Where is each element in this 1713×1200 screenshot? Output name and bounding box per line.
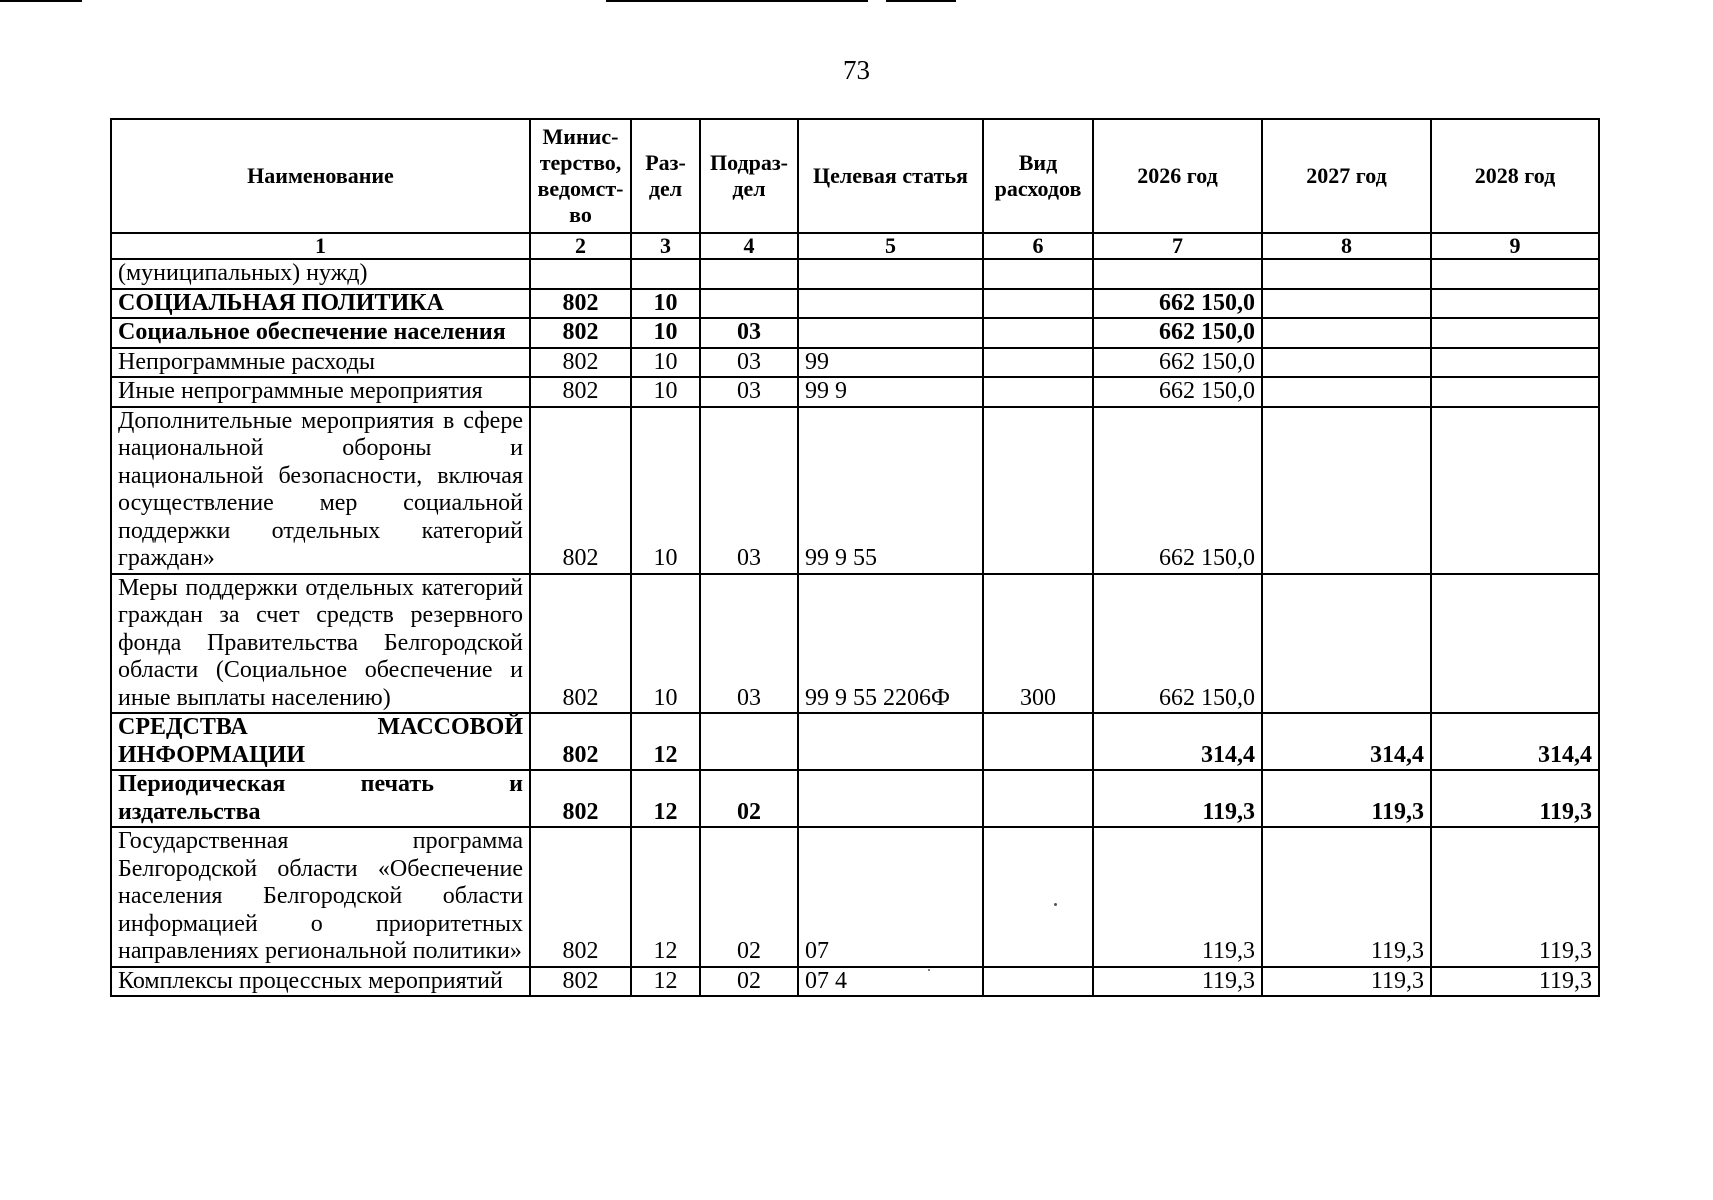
row-expense-type [983, 407, 1093, 574]
row-subsection: 02 [700, 967, 798, 997]
header-ministry: Минис-терство, ведомст-во [530, 119, 631, 233]
row-subsection: 03 [700, 318, 798, 348]
row-name: СРЕДСТВА МАССОВОЙ ИНФОРМАЦИИ [111, 713, 530, 770]
header-2027: 2027 год [1262, 119, 1431, 233]
scan-speck [1054, 903, 1057, 906]
row-ministry: 802 [530, 827, 631, 967]
row-expense-type [983, 377, 1093, 407]
row-subsection [700, 713, 798, 770]
row-target [798, 318, 983, 348]
row-target: 99 [798, 348, 983, 378]
row-2028 [1431, 377, 1599, 407]
row-2027 [1262, 348, 1431, 378]
header-subsection: Подраз-дел [700, 119, 798, 233]
header-row [111, 119, 1599, 233]
row-target [798, 713, 983, 770]
row-2027 [1262, 407, 1431, 574]
row-2028: 119,3 [1431, 770, 1599, 827]
column-number: 6 [983, 233, 1093, 259]
row-section: 12 [631, 967, 700, 997]
row-name: (муниципальных) нужд) [111, 259, 530, 289]
row-2028 [1431, 574, 1599, 714]
row-2026: 314,4 [1093, 713, 1262, 770]
table-row [111, 259, 1599, 289]
row-2026: 119,3 [1093, 827, 1262, 967]
row-2026: 662 150,0 [1093, 318, 1262, 348]
row-name: Комплексы процессных мероприятий [111, 967, 530, 997]
column-number: 7 [1093, 233, 1262, 259]
top-rule-left [0, 0, 82, 2]
table-row [111, 713, 1599, 770]
header-name: Наименование [111, 119, 530, 233]
row-section [631, 259, 700, 289]
row-2027 [1262, 318, 1431, 348]
column-number: 3 [631, 233, 700, 259]
row-target [798, 259, 983, 289]
row-2027: 119,3 [1262, 827, 1431, 967]
row-2027: 314,4 [1262, 713, 1431, 770]
table-row [111, 574, 1599, 714]
row-target [798, 770, 983, 827]
row-2026: 662 150,0 [1093, 407, 1262, 574]
row-name: СОЦИАЛЬНАЯ ПОЛИТИКА [111, 289, 530, 319]
row-2028 [1431, 318, 1599, 348]
row-expense-type [983, 770, 1093, 827]
row-2027 [1262, 289, 1431, 319]
row-section: 10 [631, 348, 700, 378]
row-ministry: 802 [530, 713, 631, 770]
row-2028 [1431, 289, 1599, 319]
row-section: 10 [631, 289, 700, 319]
top-rule-right [886, 0, 956, 2]
table-row [111, 770, 1599, 827]
row-name: Меры поддержки отдельных категорий граждан за счет средств резервного фонда Правительства Белгородской области (Социальное обеспечение и иные выплаты населению) [111, 574, 530, 714]
table-row [111, 289, 1599, 319]
column-number: 9 [1431, 233, 1599, 259]
row-target: 07 [798, 827, 983, 967]
row-section: 12 [631, 713, 700, 770]
row-section: 12 [631, 770, 700, 827]
row-2028: 314,4 [1431, 713, 1599, 770]
row-subsection: 02 [700, 770, 798, 827]
row-name: Непрограммные расходы [111, 348, 530, 378]
row-target: 07 4 [798, 967, 983, 997]
row-target [798, 289, 983, 319]
row-2027 [1262, 574, 1431, 714]
row-2026: 119,3 [1093, 967, 1262, 997]
row-2028: 119,3 [1431, 967, 1599, 997]
row-subsection: 03 [700, 407, 798, 574]
row-2028 [1431, 348, 1599, 378]
row-2028 [1431, 259, 1599, 289]
table-row [111, 348, 1599, 378]
column-number: 1 [111, 233, 530, 259]
row-ministry: 802 [530, 770, 631, 827]
header-section: Раз-дел [631, 119, 700, 233]
row-name: Дополнительные мероприятия в сфере национальной обороны и национальной безопасности, включая осуществление мер социальной поддержки отдельных категорий граждан» [111, 407, 530, 574]
row-expense-type [983, 348, 1093, 378]
row-ministry: 802 [530, 967, 631, 997]
row-expense-type [983, 967, 1093, 997]
row-2027 [1262, 259, 1431, 289]
row-ministry: 802 [530, 407, 631, 574]
table-row [111, 377, 1599, 407]
column-number: 8 [1262, 233, 1431, 259]
column-number: 2 [530, 233, 631, 259]
row-expense-type [983, 827, 1093, 967]
row-expense-type [983, 289, 1093, 319]
row-name: Социальное обеспечение населения [111, 318, 530, 348]
budget-table [110, 118, 1600, 997]
row-ministry: 802 [530, 348, 631, 378]
row-subsection: 03 [700, 377, 798, 407]
row-2027: 119,3 [1262, 967, 1431, 997]
row-2026: 662 150,0 [1093, 289, 1262, 319]
top-rule-middle [606, 0, 868, 2]
row-name: Государственная программа Белгородской области «Обеспечение населения Белгородской области информацией о приоритетных направлениях региональной политики» [111, 827, 530, 967]
column-numbers-row [111, 233, 1599, 259]
table-row [111, 827, 1599, 967]
row-subsection [700, 289, 798, 319]
row-target: 99 9 [798, 377, 983, 407]
row-ministry: 802 [530, 318, 631, 348]
table-row [111, 967, 1599, 997]
row-2028: 119,3 [1431, 827, 1599, 967]
row-section: 10 [631, 574, 700, 714]
row-subsection: 02 [700, 827, 798, 967]
header-2028: 2028 год [1431, 119, 1599, 233]
row-2026: 662 150,0 [1093, 377, 1262, 407]
row-expense-type [983, 713, 1093, 770]
row-target: 99 9 55 2206Ф [798, 574, 983, 714]
row-2026 [1093, 259, 1262, 289]
row-subsection [700, 259, 798, 289]
row-expense-type [983, 318, 1093, 348]
row-section: 10 [631, 318, 700, 348]
row-ministry [530, 259, 631, 289]
row-expense-type [983, 259, 1093, 289]
column-number: 5 [798, 233, 983, 259]
row-name: Иные непрограммные мероприятия [111, 377, 530, 407]
row-name: Периодическая печать и издательства [111, 770, 530, 827]
row-2026: 662 150,0 [1093, 574, 1262, 714]
row-ministry: 802 [530, 574, 631, 714]
header-expense-type: Вид расходов [983, 119, 1093, 233]
row-expense-type: 300 [983, 574, 1093, 714]
row-2027: 119,3 [1262, 770, 1431, 827]
row-ministry: 802 [530, 289, 631, 319]
row-2028 [1431, 407, 1599, 574]
row-section: 10 [631, 377, 700, 407]
table-row [111, 407, 1599, 574]
row-subsection: 03 [700, 574, 798, 714]
column-number: 4 [700, 233, 798, 259]
table-row [111, 318, 1599, 348]
row-2026: 119,3 [1093, 770, 1262, 827]
row-2026: 662 150,0 [1093, 348, 1262, 378]
row-subsection: 03 [700, 348, 798, 378]
header-target: Целевая статья [798, 119, 983, 233]
page-number: 73 [843, 55, 870, 85]
header-2026: 2026 год [1093, 119, 1262, 233]
row-ministry: 802 [530, 377, 631, 407]
row-2027 [1262, 377, 1431, 407]
row-target: 99 9 55 [798, 407, 983, 574]
scan-speck [928, 969, 930, 971]
row-section: 12 [631, 827, 700, 967]
row-section: 10 [631, 407, 700, 574]
